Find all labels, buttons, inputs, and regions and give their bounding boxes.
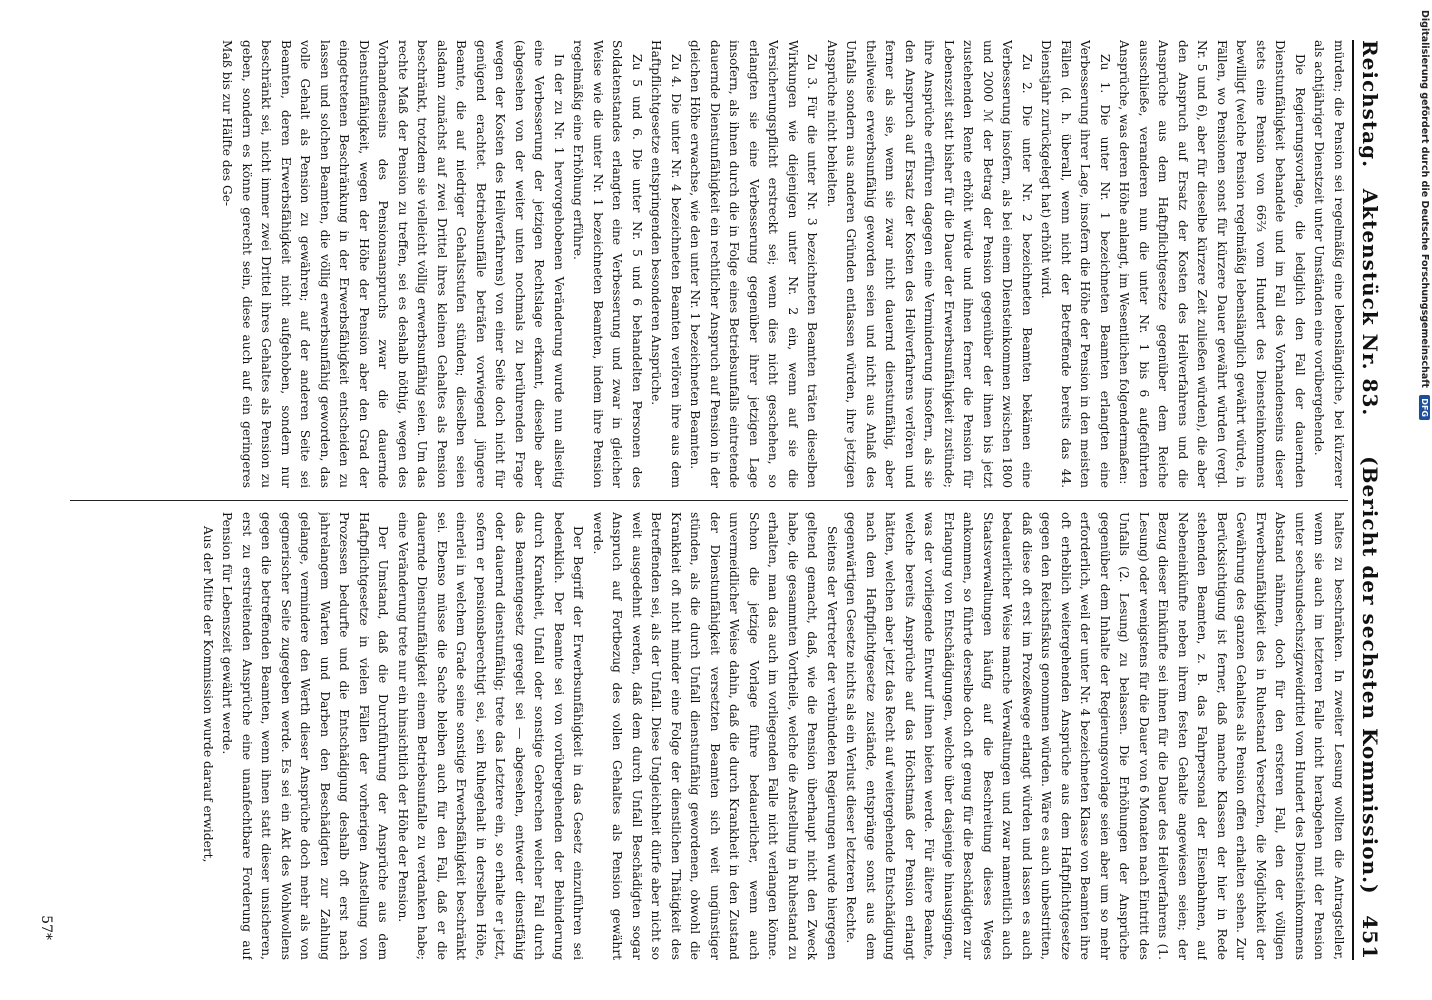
watermark-text bbox=[1419, 10, 1430, 420]
paragraph: In der zu Nr. 1 hervorgehobenen Veränderung wurde nun allseitig eine Verbesserung der jetzigen Rechtslage erkannt, dieselbe aber (abgesehen von der weiter unten nochmals zu berührenden Frage wegen der Kosten des Heilverfahrens) von einer Seite doch nicht für genügend erachtet. Betriebsunfälle beträfen vorwiegend jüngere Beamte, die auf niedriger Gehaltsstufen stünden; dieselben seien alsdann zunächst auf zwei Drittel ihres kleinen Gehaltes als Pension beschränkt, trotzdem sie vielleicht völlig erwerbsunfähig seien. Um das rechte Maß der Pension zu treffen, sei es deshalb nöthig, wegen des Vorhandenseins des Pensionsanspruchs zwar die dauernde Dienstunfähigkeit, wegen der Höhe der Pension aber den Grad der eingetretenen Beschränkung in der Erwerbsfähigkeit entscheiden zu lassen und solchen Beamten, die völlig erwerbsunfähig geworden, das volle Gehalt als Pension zu gewähren; auf der anderen Seite sei Beamten, deren Erwerbsfähigkeit nicht aufgehoben, sondern nur beschränkt sei, nicht immer zwei Drittel ihres Gehaltes als Pension zu geben, sondern es könne gerecht sein, diese auch auf ein geringeres Maß bis zur Hälfte des Ge- bbox=[220, 40, 566, 488]
header-middle bbox=[1358, 168, 1382, 915]
paragraph: Zu 3. Für die unter Nr. 3 bezeichneten Beamten träten dieselben Wirkungen wie diejenigen unter Nr. 2 ein, wenn auf sie die Versicherungspflicht erstreckt sei; wenn dies nicht geschehen, so erlangten sie eine Verbesserung gegenüber ihrer jetzigen Lage insofern, als ihnen durch die in Folge eines Betriebsunfalls eintretende dauernde Dienstunfähigkeit ein rechtlicher Anspruch auf Pension in der gleichen Höhe erwachse, wie den unter Nr. 1 bezeichneten Beamten. bbox=[688, 40, 820, 488]
paragraph: Aus der Mitte der Kommission wurde darauf erwidert, bbox=[201, 526, 215, 863]
text-body bbox=[70, 40, 1348, 960]
dfg-logo: DFG bbox=[1419, 395, 1430, 420]
paragraph: mürden; die Pension sei regelmäßig eine lebenslängliche, bei kürzerer als achtjähriger Dienstzeit unter Umständen eine vorübergehende. bbox=[1312, 40, 1346, 488]
digitization-strip bbox=[1410, 0, 1432, 1000]
running-header bbox=[1352, 40, 1392, 960]
paragraph: Zu 1. Die unter Nr. 1 bezeichneten Beamten erlangten eine Verbesserung ihrer Lage, insofern die Höhe der Pension in den meisten Fällen (d. h. überall, wenn nicht der Betreffende bereits das 44. Dienstjahr zurückgelegt hat) erhöht wird. bbox=[1039, 40, 1112, 488]
paragraph: Seitens der Vertreter der verbündeten Regierungen wurde hiergegen geltend gemacht, daß, wie die Pension überhaupt nicht den Zweck habe, die gesammten Vortheile, welche die Anstellung in Ruhestand zu erhalten, man das auch im vorliegenden Falle nicht verlangen könne. Schon die jetzige Vorlage führe bedauerlicher, wenn auch unvermeidlicher Weise dahin, daß die durch Krankheit in den Zustand der Dienstunfähigkeit versetzten Beamten sich weit ungünstiger stünden, als die durch Unfall dienstunfähig gewordenen, obwohl die Krankheit oft nicht minder eine Folge der dienstlichen Thätigkeit des Betreffenden sei, als der Unfall. Diese Ungleichheit dürfe aber nicht so weit ausgedehnt werden, daß dem durch Unfall Beschädigten sogar Anspruch auf Fortbezug des vollen Gehaltes als Pension gewährt werde. bbox=[591, 512, 839, 960]
left-column bbox=[70, 40, 1348, 488]
paragraph: haltes zu beschränken. In zweiter Lesung wollten die Antragsteller, wenn sie auch im letzteren Falle nicht herabgehen mit der Pension unter sechsundsechszigzweidrittel vom Hundert des Diensteinkommens Abstand nähmen, doch für den ersteren Fall, den der völligen Erwerbsunfähigkeit des in Ruhestand Versetzten, die Möglichkeit der Gewährung des ganzen Gehaltes als Pension offen erhalten sehen. Zur Berücksichtigung ist ferner, daß manche Klassen der hier in Rede stehenden Beamten, z. B. das Fahrpersonal der Eisenbahnen, auf Nebeneinkünfte neben ihrem festen Gehalte angewiesen seien; der Bezug dieser Einkünfte sei ihnen für die Dauer des Heilverfahrens (1. Lesung) oder wenigstens für die Dauer von 6 Monaten nach Eintritt des Unfalls (2. Lesung) zu belassen. Die Erhöhungen der Ansprüche gegenüber dem Inhalte der Regierungsvorlage seien aber um so mehr erforderlich, weil der unter Nr. 4 bezeichneten Klasse von Beamten ihre oft erheblich weitergehenden Ansprüche aus dem Haftpflichtgesetze gegen den Reichsfiskus genommen würden. Wäre es auch unbestritten, daß diese oft erst im Prozeßwege erlangt würden und lassen es auch bedauerlicher Weise manche Verwaltungen und zwar namentlich auch Staatsverwaltungen häufig auf die Beschreitung dieses Weges ankommen, so führte derselbe doch oft genug für die Beschädigten zur Erlangung von Entschädigungen, welche über dasjenige hinausgingen, was der vorliegende Entwurf ihnen bieten werde. Für ältere Beamte, welche bereits Ansprüche auf das Höchstmaß der Pension erlangt hätten, welchen aber jetzt das Recht auf weitergehende Entschädigung nach dem Haftpflichtgesetze zustände, entspränge sonst aus dem gegenwärtigen Gesetze nichts als ein Verlust dieser letzteren Rechte. bbox=[844, 512, 1346, 960]
watermark-label: Digitalisierung gefördert durch die Deutsche Forschungsgemeinschaft bbox=[1419, 10, 1430, 388]
signature-mark: 57* bbox=[38, 915, 54, 940]
header-left: Reichstag. bbox=[1358, 40, 1382, 169]
paragraph: Zu 2. Die unter Nr. 2 bezeichneten Beamten bekämen eine Verbesserung insofern, als bei einem Diensteinkommen zwischen 1800 und 2000 ℳ der Betrag der Pension gegenüber der ihnen bis jetzt zustehenden Rente erhöht würde und ihnen ferner die Pension für Lebenszeit statt bisher für die Dauer der Erwerbsunfähigkeit zustünde; ihre Ansprüche erführen dagegen eine Verminderung insofern, als sie den Anspruch auf Ersatz der Kosten des Heilverfahrens verlören und ferner als sie, wenn sie zwar nicht dauernd dienstunfähig, aber theilweise erwerbsunfähig geworden seien und nicht aus Anlaß des Unfalls sondern aus anderen Gründen entlassen würden, ihre jetzigen Ansprüche nicht behielten. bbox=[825, 40, 1034, 488]
right-column bbox=[70, 512, 1348, 960]
paragraph: Der Umstand, daß die Durchführung der Ansprüche aus dem Haftpflichtgesetze in vielen Fällen der vorherigen Anstellung von Prozessen bedurfte und die Entschädigung deshalb oft erst nach jahrelangem Warten und Darben den Beschädigten zur Zahlung gelange, vermindere den Werth dieser Ansprüche doch mehr als von gegnerischer Seite zugegeben werde. Es sei ein Akt des Wohlwollens gegen die betreffenden Beamten, wenn ihnen statt dieser unsicheren, erst zu erstreitenden Ansprüche eine unanfechtbare Forderung auf Pension für Lebenszeit gewährt werde. bbox=[220, 512, 391, 960]
paragraph: Die Regierungsvorlage, die lediglich den Fall der dauernden Dienstunfähigkeit behandele und im Fall des Vorhandenseins dieser stets eine Pension von 66⅔ vom Hundert des Diensteinkommens bewilligt (welche Pension regelmäßig lebenslänglich gewährt würde, in Fällen, wo Pensionen sonst für kürzere Dauer gewährt würden (vergl. Nr. 5 und 6), aber für dieselbe kürzere Zeit zuließen würden), die aber den Anspruch auf Ersatz der Kosten des Heilverfahrens und die Ansprüche aus dem Haftpflichtgesetze gegenüber dem Reiche ausschließe, veranderen nun die unter Nr. 1 bis 6 aufgeführten Ansprüche, was deren Höhe anlangt, im Wesentlichen folgendermaßen: bbox=[1117, 40, 1307, 488]
paragraph: Zu 4. Die unter Nr. 4 bezeichneten Beamten verlören ihre aus dem Haftpflichtgesetze entspringenden besonderen Ansprüche. bbox=[649, 40, 683, 488]
header-document-number: Aktenstück Nr. 83. bbox=[1358, 188, 1382, 417]
paragraph: Der Begriff der Erwerbsunfähigkeit in das Gesetz einzuführen sei bedenklich. Der Beamte sei von vorübergehenden der Behinderung durch Krankheit, Unfall oder sonstige Gebrechen welcher Fall durch das Beamtengesetz geregelt sei — abgesehen, entweder dienstfähig oder dauernd dienstunfähig; trete das Letztere ein, so erhalte er jetzt, sofern er pensionsberechtigt sei, sein Ruhegehalt in derselben Höhe, einerlei in welchem Grade seine sonstige Erwerbsfähigkeit beschränkt sei. Ebenso müsse die Sache bleiben auch für den Fall, daß er die dauernde Dienstunfähigkeit einem Betriebsunfalle zu verdanken habe; eine Veränderung trete nur ein hinsichtlich der Höhe der Pension. bbox=[396, 512, 586, 960]
header-commission-title: (Bericht der sechsten Kommission.) bbox=[1358, 456, 1382, 895]
page-number: 451 bbox=[1358, 915, 1382, 960]
paragraph: Zu 5 und 6. Die unter Nr. 5 und 6 behandelten Personen des Soldatenstandes erlangten eine Verbesserung und zwar in gleicher Weise wie die unter Nr. 1 bezeichneten Beamten, indem ihre Pension regelmäßig eine Erhöhung erführe. bbox=[571, 40, 644, 488]
